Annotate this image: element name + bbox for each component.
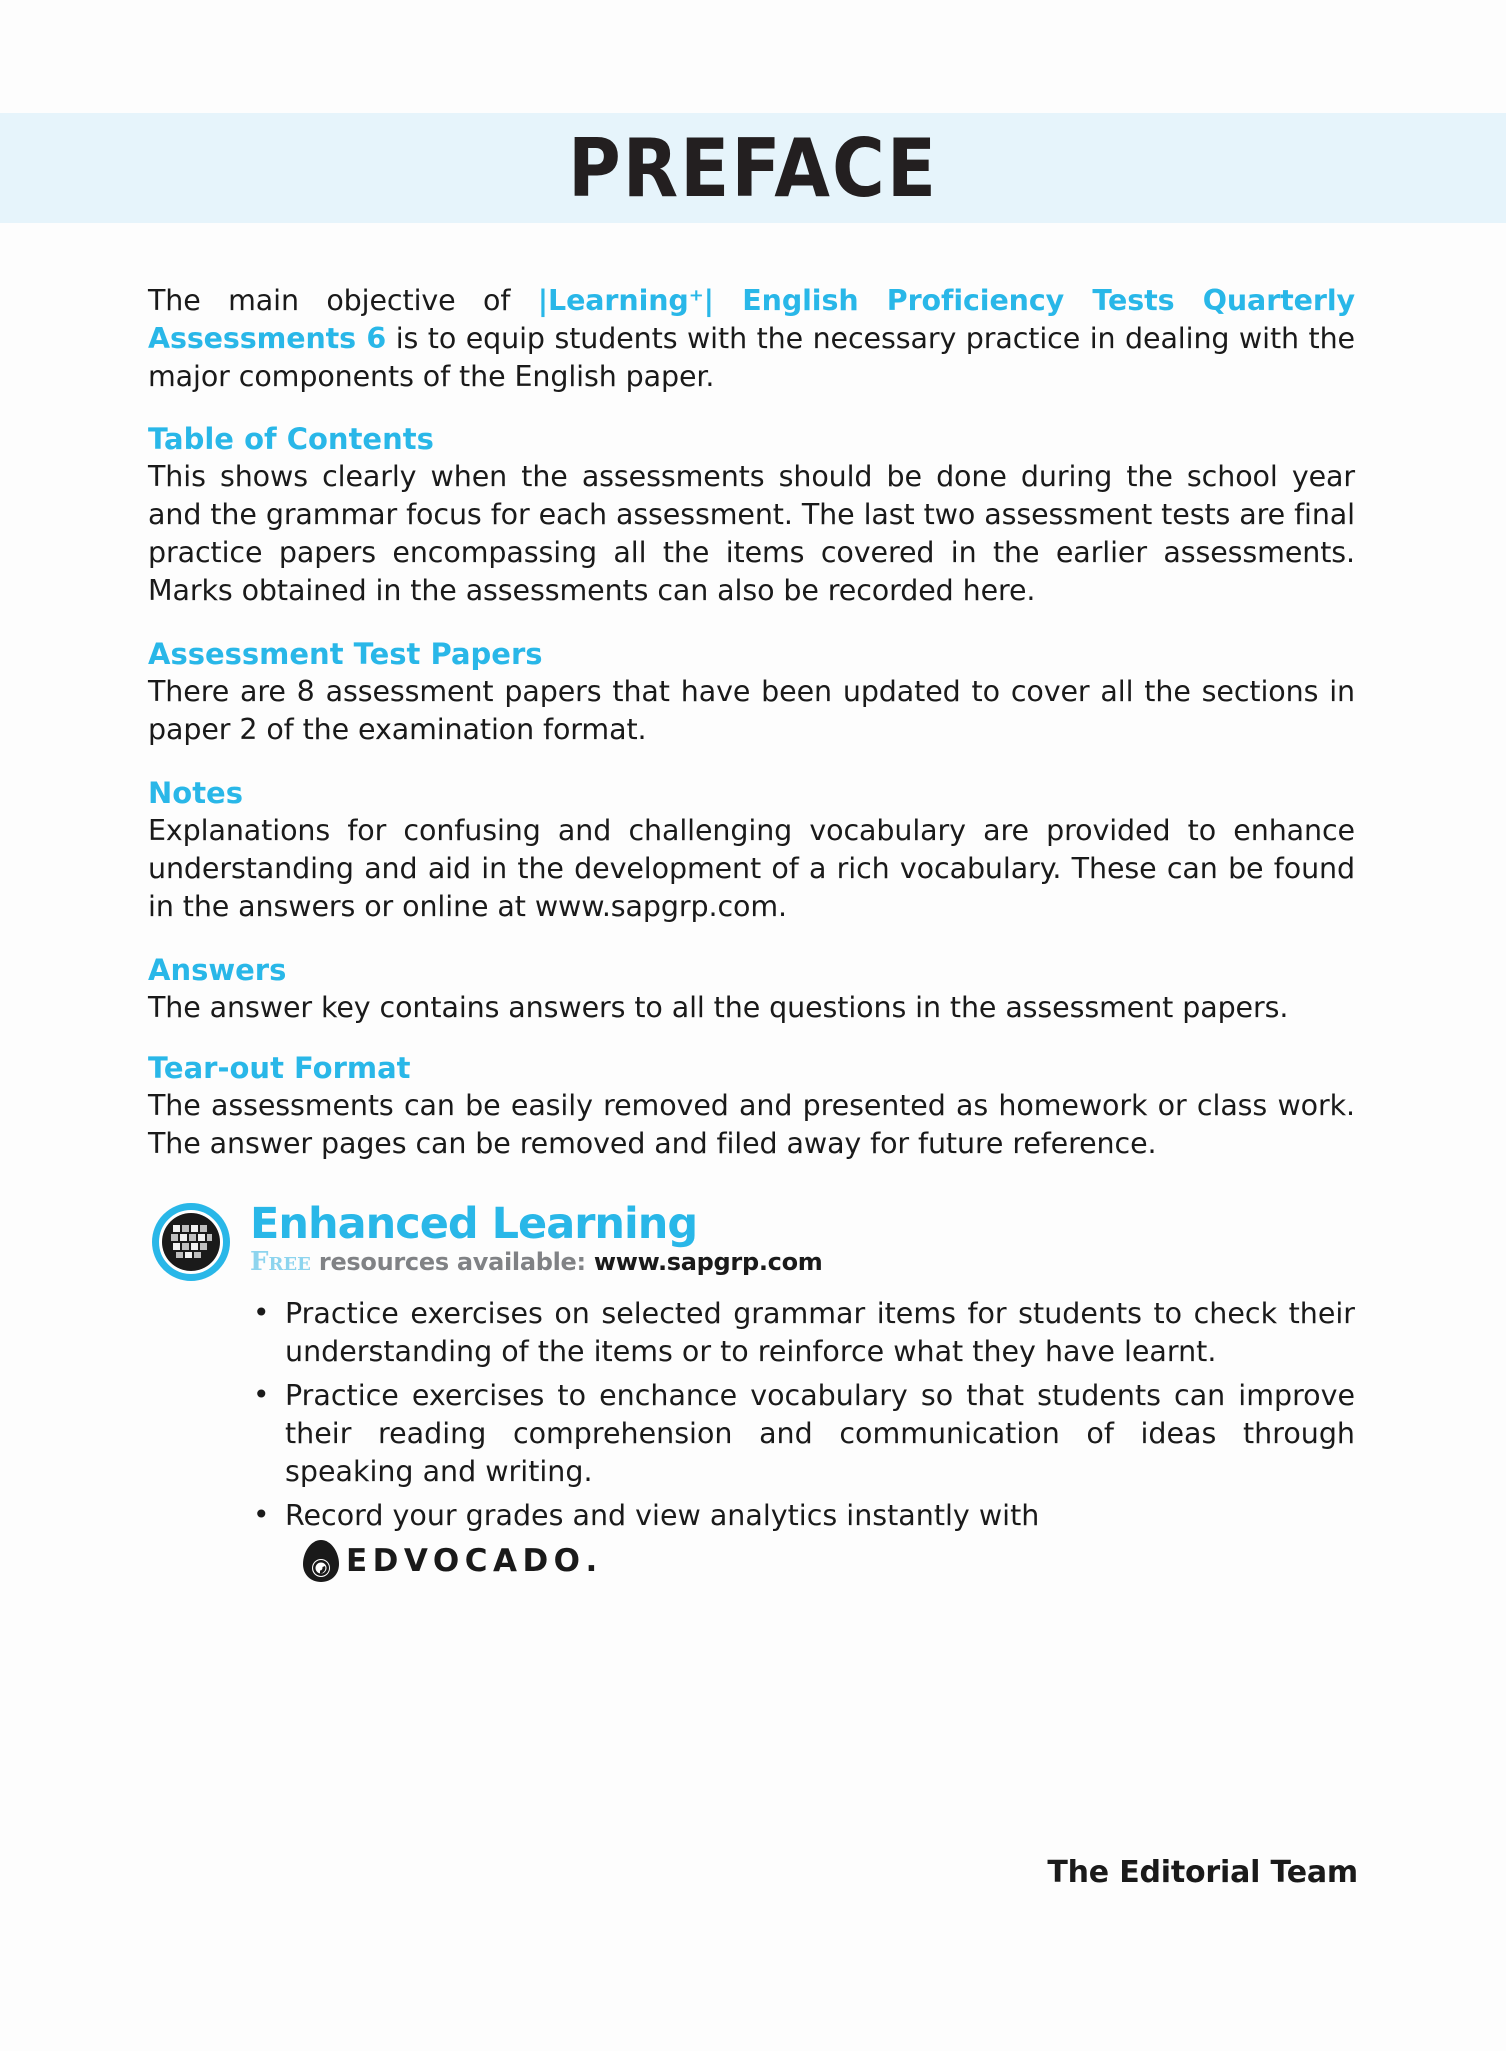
section-heading-table-of-contents: Table of Contents <box>148 422 434 456</box>
section-tear-out-format <box>148 1051 1355 1163</box>
edvocado-wordmark: EDVOCADO <box>346 1543 586 1579</box>
enhanced-learning-logo-icon <box>152 1203 230 1281</box>
section-heading-assessment-test-papers: Assessment Test Papers <box>148 637 543 671</box>
logo-inner-disc <box>162 1213 220 1271</box>
intro-lead-text: The main objective of <box>148 284 538 317</box>
page-header-band <box>0 113 1506 223</box>
list-item-label: Record your grades and view analytics instantly with <box>285 1499 1040 1532</box>
enhanced-learning-banner <box>148 1199 1355 1281</box>
list-item <box>253 1497 1355 1583</box>
edvocado-avocado-icon <box>301 1539 341 1583</box>
intro-paragraph <box>148 282 1355 396</box>
section-assessment-test-papers <box>148 637 1355 749</box>
edvocado-trailing-dot: . <box>585 1543 598 1579</box>
enhanced-learning-title: Enhanced Learning <box>250 1199 698 1249</box>
section-body-answers: The answer key contains answers to all the questions in the assessment papers. <box>148 991 1289 1024</box>
section-heading-answers: Answers <box>148 953 287 987</box>
section-heading-tear-out-format: Tear-out Format <box>148 1051 411 1085</box>
enhanced-learning-subtitle <box>250 1248 822 1276</box>
section-body-notes: Explanations for confusing and challenging vocabulary are provided to enhance understanding and aid in the development of a rich vocabulary. These can be found in the answers or online at www.sapgrp.com. <box>148 814 1355 923</box>
list-item: • Practice exercises on selected grammar items for students to check their understanding of the items or to reinforce what they have learnt. <box>253 1295 1355 1371</box>
feature-bullet-list <box>148 1295 1355 1583</box>
section-heading-notes: Notes <box>148 776 243 810</box>
section-answers <box>148 953 1355 1027</box>
page-content <box>148 282 1355 1589</box>
enhanced-learning-text <box>250 1199 822 1276</box>
section-body-tear-out-format: The assessments can be easily removed and presented as homework or class work. The answer pages can be removed and filed away for future reference. <box>148 1089 1355 1160</box>
section-body-assessment-test-papers: There are 8 assessment papers that have been updated to cover all the sections in paper 2 of the examination format. <box>148 675 1355 746</box>
product-title: |Learning⁺| English Proficiency Tests Quarterly Assessments 6 <box>148 284 1355 355</box>
list-item: • Practice exercises to enchance vocabulary so that students can improve their reading comprehension and communication of ideas through speaking and writing. <box>253 1377 1355 1491</box>
resources-label: resources available: <box>310 1248 594 1276</box>
page-title: PREFACE <box>567 120 939 216</box>
intro-tail-text: is to equip students with the necessary practice in dealing with the major components of the English paper. <box>148 322 1355 393</box>
section-table-of-contents <box>148 422 1355 610</box>
edvocado-logo <box>301 1539 1355 1583</box>
sapgrp-url[interactable]: www.sapgrp.com <box>593 1248 823 1276</box>
editorial-signature: The Editorial Team <box>1047 1855 1358 1890</box>
section-notes <box>148 776 1355 926</box>
section-body-table-of-contents: This shows clearly when the assessments should be done during the school year and the grammar focus for each assessment. The last two assessment tests are final practice papers encompassing all the items covered in the earlier assessments. Marks obtained in the assessments can also be recorded here. <box>148 460 1355 607</box>
free-label: Free <box>250 1247 311 1277</box>
